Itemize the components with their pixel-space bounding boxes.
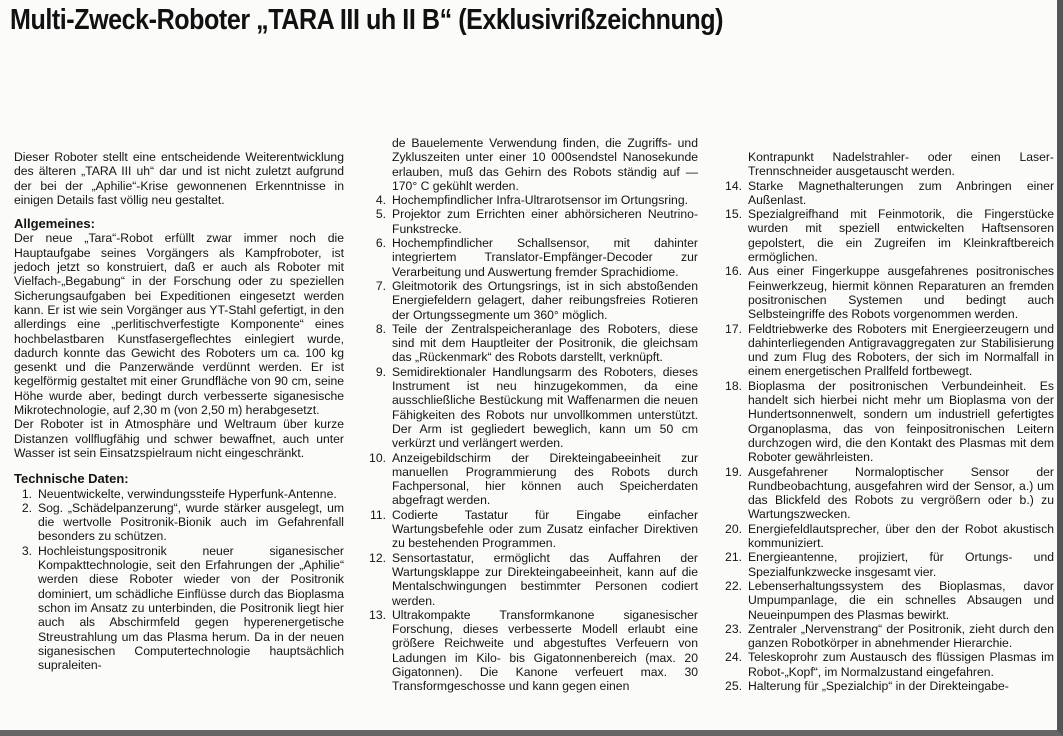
item-number: 19. (725, 464, 742, 479)
item-text: Hochempfindlicher Infra-Ultrarotsensor im Ortungsring. (392, 193, 688, 208)
list-item (368, 207, 698, 236)
general-paragraph-2: Der Roboter ist in Atmosphäre und Weltraum über kurze Distanzen vollflugfähig und schwer bewaffnet, auch unter Wasser ist sein Einsatzspielraum nicht eingeschränkt. (14, 417, 344, 460)
item-number: 5. (375, 207, 386, 222)
item-number: 9. (375, 364, 386, 379)
item-text: Zentraler „Nervenstrang“ der Positronik, zieht durch den ganzen Robotkörper in abnehmender Hierarchie. (748, 621, 1054, 651)
column-2 (368, 136, 698, 694)
item-text: Semidirektionaler Handlungsarm des Roboters, dieses Instrument ist neu hinzugekommen, da eine ausschließliche Bestückung mit Waffenarmen die neuen Fähigkeiten des Robots nur unvollkommen unterstützt. Der Arm ist gegliedert beweglich, kann um 50 cm verkürzt und verlängert werden. (392, 364, 698, 451)
item-text: Sog. „Schädelpanzerung“, wurde stärker ausgelegt, um die wertvolle Positronik-Bionik auch im Gefahrenfall besonders zu schützen. (38, 500, 344, 544)
technical-heading: Technische Daten: (14, 471, 129, 487)
item-text: Lebenserhaltungssystem des Bioplasmas, davor Umpumpanlage, die ein schnelles Absaugen und Neueinpumpen des Plasmas bewirkt. (748, 578, 1054, 622)
item-number: 2. (21, 500, 32, 515)
item-number: 6. (375, 236, 386, 251)
list-item (368, 193, 698, 207)
item-text: Aus einer Fingerkuppe ausgefahrenes positronisches Feinwerkzeug, hiermit können Reparaturen an fremden positronischen Systemen und bedingt auch Selbsteingriffe des Robots vorgenommen werden. (748, 264, 1054, 322)
list-item (724, 465, 1054, 522)
item-number: 3. (21, 543, 32, 558)
intro-paragraph: Dieser Roboter stellt eine entscheidende Weiterentwicklung des älteren „TARA III uh“ dar und ist nicht zuletzt aufgrund der bei der „Aphilie“-Krise gewonnenen Erkenntnisse in einigen Details fast völlig neu gestaltet. (14, 150, 344, 207)
list-item (14, 501, 344, 544)
item-number: 15. (725, 207, 742, 222)
general-heading: Allgemeines: (14, 216, 95, 232)
list-item (724, 679, 1054, 693)
list-item (368, 451, 698, 508)
item-number: 21. (725, 550, 742, 565)
item-text: Halterung für „Spezialchip“ in der Direkteingabe- (748, 678, 1009, 693)
list-item (724, 550, 1054, 579)
item-number: 16. (725, 264, 742, 279)
item-number: 10. (369, 450, 386, 465)
item-number: 23. (725, 621, 742, 636)
list-item (368, 279, 698, 322)
item-text: Starke Magnethalterungen zum Anbringen einer Außenlast. (748, 178, 1054, 207)
item-number: 14. (725, 178, 742, 193)
column-3 (724, 150, 1054, 693)
list-item (724, 379, 1054, 465)
item-text: Sensortastatur, ermöglicht das Auffahren der Wartungsklappe zur Direkteingabeeinheit, kann auf die Mentalschwingungen bestimmter Personen codiert werden. (392, 550, 698, 608)
item-number: 8. (375, 321, 386, 336)
list-item (368, 365, 698, 451)
item-number: 24. (725, 650, 742, 665)
list-item (14, 544, 344, 673)
item-number: 20. (725, 521, 742, 536)
item-text: Gleitmotorik des Ortungsrings, ist in sich abstoßenden Energiefeldern gelagert, daher reibungsfreies Rotieren der Ortungssegmente um 360° möglich. (392, 278, 698, 322)
continued-text: Kontrapunkt Nadelstrahler- oder einen Laser-Trennschneider ausgetauscht werden. (748, 150, 1054, 179)
list-item (368, 322, 698, 365)
item-text: Hochempfindlicher Schallsensor, mit dahinter integriertem Translator-Empfänger-Decoder zur Verarbeitung und Auswertung fremder Sprachidiome. (392, 236, 698, 279)
item-number: 22. (725, 578, 742, 593)
item-number: 13. (369, 607, 386, 622)
item-text: Ausgefahrener Normaloptischer Sensor der Rundbeobachtung, ausgefahren wird der Sensor, a.) um das Blickfeld des Robots zu vergrößern oder b.) zu Wartungszwecken. (748, 464, 1054, 522)
item-text: Spezialgreifhand mit Feinmotorik, die Fingerstücke wurden mit speziell entwickelten Haftsensoren gepolstert, die ein Zugreifen im Kleinkraftbereich ermöglichen. (748, 207, 1054, 265)
item-text: Teile der Zentralspeicheranlage des Roboters, diese sind mit dem Hauptleiter der Positronik, die gleichsam das „Rückenmark“ des Robots darstellt, verknüpft. (392, 321, 698, 365)
list-item (724, 650, 1054, 679)
item-text: Energiefeldlautsprecher, über den der Robot akustisch kommuniziert. (748, 521, 1054, 551)
list-item (368, 236, 698, 279)
list-item (724, 622, 1054, 651)
item-text: Projektor zum Errichten einer abhörsicheren Neutrino-Funkstrecke. (392, 207, 698, 236)
page-title: Multi-Zweck-Roboter „TARA III uh II B“ (Exklusivrißzeichnung) (10, 4, 724, 36)
continued-text: de Bauelemente Verwendung finden, die Zugriffs- und Zykluszeiten unter einer 10 000sendstel Nanosekunde erlauben, muß das Gehirn des Robots ständig auf — 170° C gekühlt werden. (392, 136, 698, 193)
list-item (724, 579, 1054, 622)
item-text: Energieantenne, projiziert, für Ortungs- und Spezialfunkzwecke insgesamt vier. (748, 550, 1054, 579)
item-text: Neuentwickelte, verwindungssteife Hyperfunk-Antenne. (38, 486, 337, 501)
list-item (368, 608, 698, 694)
item-text: Bioplasma der positronischen Verbundeinheit. Es handelt sich hierbei nicht mehr um Bioplasma von der Hundertsonnenwelt, sondern um industriell gefertigtes Organoplasma, das von feinpositronischen Leitern durchzogen wird, die den Kontakt des Plasmas mit dem Roboter gewährleisten. (748, 378, 1054, 465)
list-item (724, 322, 1054, 379)
item-text: Codierte Tastatur für Eingabe einfacher Wartungsbefehle oder zum Zusatz einfacher Direktiven zu bestehenden Programmen. (392, 507, 698, 551)
list-item (724, 207, 1054, 264)
item-text: Teleskoprohr zum Austausch des flüssigen Plasmas im Robot-„Kopf“, im Normalzustand eingefahren. (748, 650, 1054, 679)
item-number: 1. (21, 486, 32, 501)
technical-list-col1 (14, 487, 344, 673)
technical-list-col2 (368, 193, 698, 693)
technical-list-col3 (724, 179, 1054, 694)
list-item (368, 508, 698, 551)
list-item (724, 522, 1054, 551)
item-number: 7. (375, 278, 386, 293)
item-number: 25. (725, 678, 742, 693)
list-item (14, 487, 344, 501)
general-paragraph-1: Der neue „Tara“-Robot erfüllt zwar immer noch die Hauptaufgabe seines Vorgängers als Kampfroboter, ist jedoch jetzt so konstruiert, daß er auch als Roboter mit Vielfach-„Begabung“ in der Forschung oder zu speziellen Sicherungsaufgaben bei Expeditionen eingesetzt werden kann. Er ist wie sein Vorgänger aus YT-Stahl gefertigt, in den allerdings eine „perlitischverfestigte Komponente“ eines hochbelastbaren Kunstfasergeflechtes einlegiert wurde, dadurch konnte das Gewicht des Roboters um ca. 100 kg gesenkt und die Panzerwände verdünnt werden. Er ist kegelförmig gestaltet mit einer Grundfläche von 90 cm, seine Höhe wurde aber, bedingt durch verbesserte siganesische Mikrotechnologie, auf 2,30 m (von 2,50 m) herabgesetzt. (14, 231, 344, 418)
column-1 (14, 150, 344, 672)
item-text: Hochleistungspositronik neuer siganesischer Kompakttechnologie, seit den Erfahrungen der „Aphilie“ werden diese Roboter wieder von der Positronik dominiert, um schädliche Einflüsse durch das Bioplasma schon im Ansatz zu unterbinden, die Positronik liegt hier auch als Abschirmfeld gegen hyperenergetische Streustrahlung um das Plasma herum. Da in der neuen siganesischen Computertechnologie hauptsächlich supraleiten- (38, 543, 344, 673)
item-text: Ultrakompakte Transformkanone siganesischer Forschung, dieses verbesserte Modell erlaubt eine größere Reichweite und abgestuftes Verfeuern von Ladungen im Kilo- bis Gigatonnenbereich (max. 20 Gigatonnen). Die Kanone verfeuert max. 30 Transformgeschosse und kann gegen einen (392, 607, 698, 694)
list-item (368, 551, 698, 608)
item-number: 18. (725, 378, 742, 393)
list-item (724, 264, 1054, 321)
list-item (724, 179, 1054, 208)
item-number: 12. (369, 550, 386, 565)
item-number: 4. (375, 193, 386, 208)
item-text: Feldtriebwerke des Roboters mit Energieerzeugern und dahinterliegenden Antigravaggregaten zur Stabilisierung und zum Flug des Roboters, der sich im Normalfall in einem energetischen Prallfeld fortbewegt. (748, 321, 1054, 379)
item-number: 17. (725, 321, 742, 336)
item-text: Anzeigebildschirm der Direkteingabeeinheit zur manuellen Programmierung des Robots durch Fachpersonal, hier können auch Speicherdaten abgefragt werden. (392, 450, 698, 508)
item-number: 11. (369, 507, 386, 522)
